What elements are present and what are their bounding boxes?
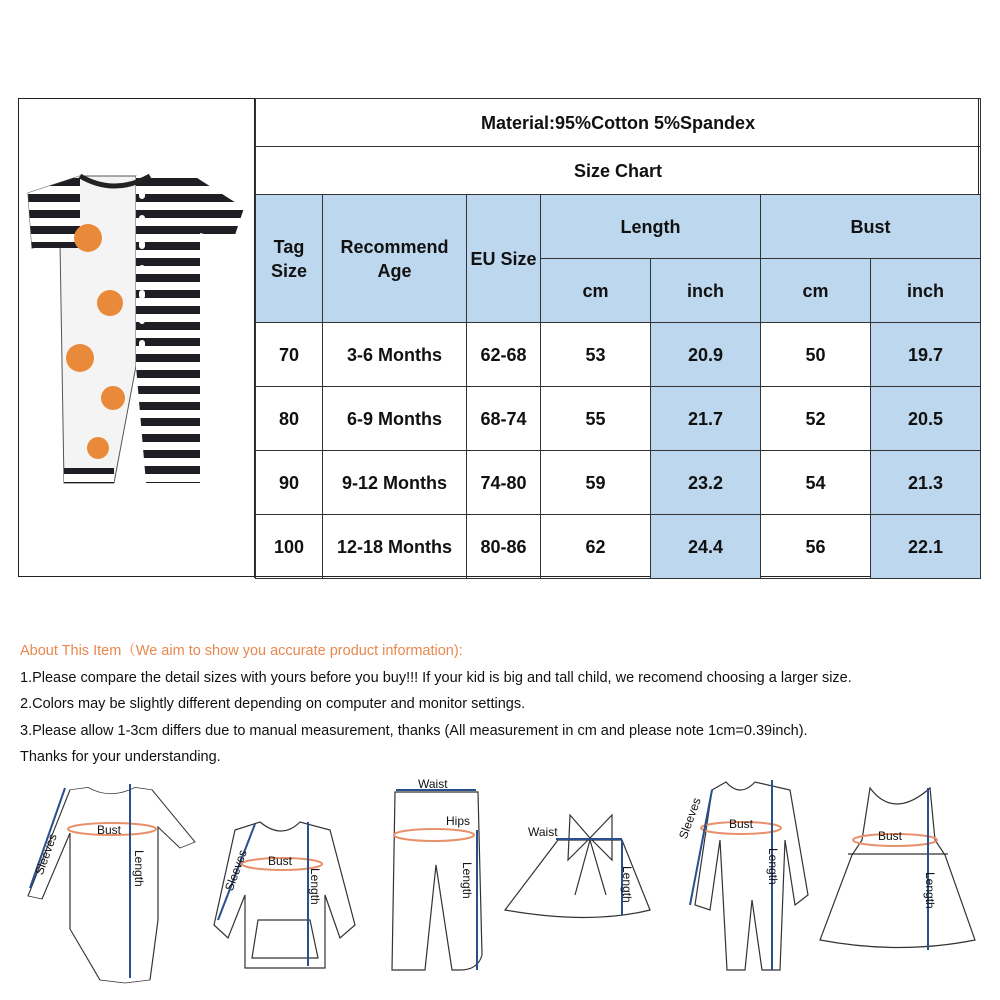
bust-inch-cell: 22.1 xyxy=(871,515,981,579)
waist-label: Waist xyxy=(418,777,448,791)
eu-cell: 68-74 xyxy=(467,387,541,451)
age-cell: 6-9 Months xyxy=(323,387,467,451)
product-photo xyxy=(18,98,255,578)
length-cm-cell: 59 xyxy=(541,451,651,515)
length-inch-cell: 21.7 xyxy=(651,387,761,451)
bodysuit-icon xyxy=(28,784,195,983)
about-heading: About This Item（We aim to show you accurate product information): xyxy=(20,643,463,659)
length-cm-cell: 53 xyxy=(541,323,651,387)
bust-inch-cell: 21.3 xyxy=(871,451,981,515)
dress-icon xyxy=(820,788,975,950)
length-label: Length xyxy=(923,872,937,909)
romper-icon xyxy=(690,780,808,970)
note-item: Thanks for your understanding. xyxy=(20,749,221,765)
waist-label: Waist xyxy=(528,825,558,839)
sweatshirt-icon xyxy=(214,822,355,968)
length-inch-cell: 24.4 xyxy=(651,515,761,579)
bust-cm-cell: 52 xyxy=(761,387,871,451)
bust-cm-cell: 56 xyxy=(761,515,871,579)
length-label: Length xyxy=(132,850,146,887)
length-header: Length xyxy=(541,195,761,259)
size-chart-table xyxy=(255,98,981,579)
table-row xyxy=(256,323,981,387)
length-label: Length xyxy=(766,848,780,885)
bust-inch-cell: 20.5 xyxy=(871,387,981,451)
eu-cell: 74-80 xyxy=(467,451,541,515)
table-row xyxy=(256,387,981,451)
length-cm-cell: 55 xyxy=(541,387,651,451)
tag-size-header: Tag Size xyxy=(256,195,323,323)
length-inch-cell: 20.9 xyxy=(651,323,761,387)
eu-size-header: EU Size xyxy=(467,195,541,323)
sleeves-label: Sleeves xyxy=(222,847,250,893)
bust-label: Bust xyxy=(268,854,293,868)
measurement-diagrams xyxy=(0,770,1000,1000)
bust-label: Bust xyxy=(97,823,122,837)
length-inch-header: inch xyxy=(651,259,761,323)
length-inch-cell: 23.2 xyxy=(651,451,761,515)
bust-cm-header: cm xyxy=(761,259,871,323)
item-notes xyxy=(20,641,852,774)
table-row xyxy=(256,515,981,579)
bust-inch-header: inch xyxy=(871,259,981,323)
length-label: Length xyxy=(620,866,634,903)
length-label: Length xyxy=(308,868,322,905)
length-label: Length xyxy=(460,862,474,899)
bust-label: Bust xyxy=(729,817,754,831)
length-cm-cell: 62 xyxy=(541,515,651,579)
sleeves-label: Sleeves xyxy=(32,831,60,877)
note-item: 3.Please allow 1-3cm differs due to manual measurement, thanks (All measurement in cm and please note 1cm=0.39inch). xyxy=(20,722,808,739)
tag-cell: 90 xyxy=(256,451,323,515)
bust-header: Bust xyxy=(761,195,981,259)
note-item: 2.Colors may be slightly different depending on computer and monitor settings. xyxy=(20,696,526,712)
tag-cell: 80 xyxy=(256,387,323,451)
note-item: 1.Please compare the detail sizes with yours before you buy!!! If your kid is big and tall child, we recomend choosing a larger size. xyxy=(20,669,852,686)
size-chart-title: Size Chart xyxy=(256,147,981,195)
hips-label: Hips xyxy=(446,814,471,828)
bust-inch-cell: 19.7 xyxy=(871,323,981,387)
age-cell: 12-18 Months xyxy=(323,515,467,579)
eu-cell: 80-86 xyxy=(467,515,541,579)
age-header: Recommend Age xyxy=(323,195,467,323)
tag-cell: 100 xyxy=(256,515,323,579)
material-header: Material:95%Cotton 5%Spandex xyxy=(256,99,981,147)
bust-cm-cell: 54 xyxy=(761,451,871,515)
table-row xyxy=(256,451,981,515)
bust-cm-cell: 50 xyxy=(761,323,871,387)
tag-cell: 70 xyxy=(256,323,323,387)
sleeves-label: Sleeves xyxy=(676,795,704,841)
age-cell: 3-6 Months xyxy=(323,323,467,387)
bust-label: Bust xyxy=(878,829,903,843)
eu-cell: 62-68 xyxy=(467,323,541,387)
length-cm-header: cm xyxy=(541,259,651,323)
age-cell: 9-12 Months xyxy=(323,451,467,515)
